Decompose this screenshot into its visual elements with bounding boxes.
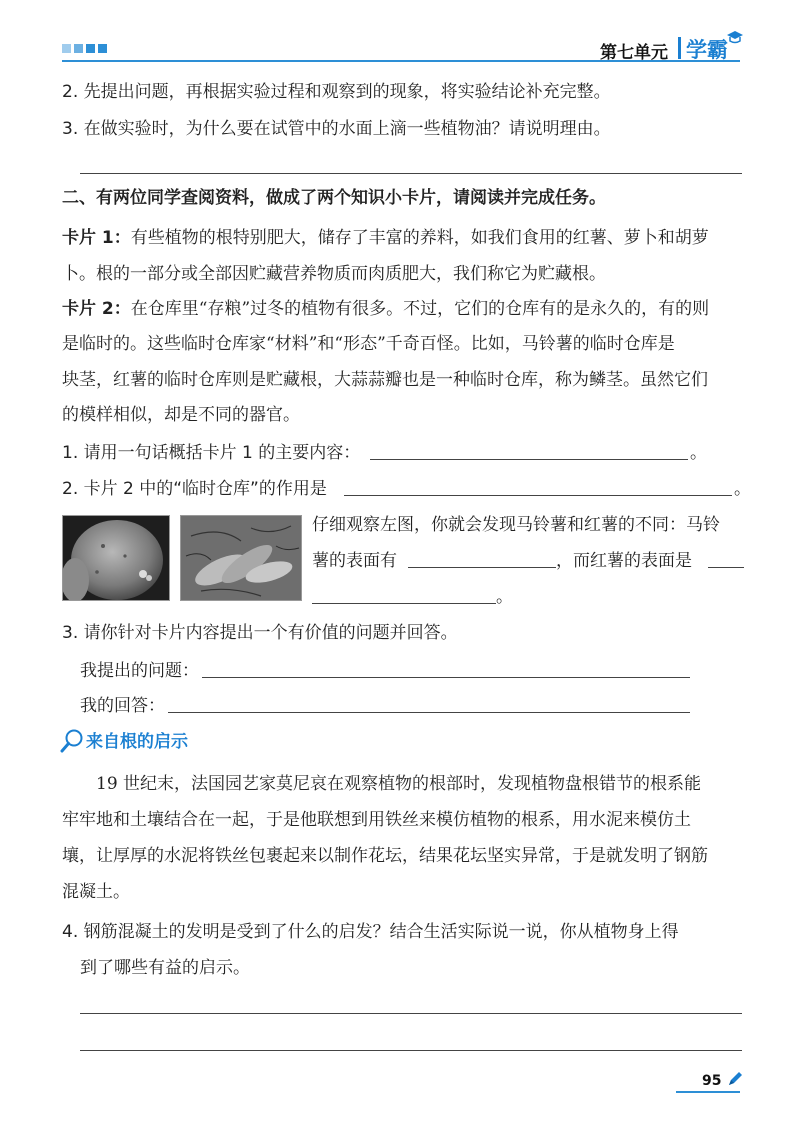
inspiration-line-3: 壤，让厚厚的水泥将铁丝包裹起来以制作花坛，结果花坛坚实异常，于是就发明了钢筋 (62, 846, 708, 866)
card-1-line-1 (62, 226, 709, 250)
magnifier-icon (60, 728, 84, 754)
answer-line-sweet-potato-b[interactable] (312, 603, 496, 604)
question-2-end: 。 (734, 479, 751, 499)
question-4-line-2: 到了哪些有益的启示。 (80, 958, 250, 978)
card-1-label: 卡片 1： (62, 228, 131, 248)
page-number: 95 (702, 1073, 722, 1089)
graduation-cap-icon (726, 30, 744, 44)
answer-line-my-answer[interactable] (168, 712, 690, 713)
answer-line-my-question[interactable] (202, 677, 690, 678)
answer-line-q4-2[interactable] (80, 1050, 742, 1051)
card-2-line-4: 的模样相似，却是不同的器官。 (62, 405, 300, 425)
my-answer-label: 我的回答： (80, 696, 165, 716)
section-2-title: 二、有两位同学查阅资料，做成了两个知识小卡片，请阅读并完成任务。 (62, 188, 606, 208)
question-2: 2. 卡片 2 中的“临时仓库”的作用是 (62, 479, 327, 499)
answer-line-q2[interactable] (344, 495, 732, 496)
inspiration-line-1: 19 世纪末，法国园艺家莫尼哀在观察植物的根部时，发现植物盘根错节的根系能 (96, 774, 702, 794)
card-2-label: 卡片 2： (62, 299, 131, 319)
unit-label: 第七单元 (600, 43, 668, 63)
question-3: 3. 请你针对卡片内容提出一个有价值的问题并回答。 (62, 623, 458, 643)
card-1-text-1: 有些植物的根特别肥大，储存了丰富的养料，如我们食用的红薯、萝卜和胡萝 (130, 228, 709, 248)
observe-line-1: 仔细观察左图，你就会发现马铃薯和红薯的不同：马铃 (312, 515, 720, 535)
answer-line-sweet-potato-a[interactable] (708, 567, 744, 568)
inspiration-line-2: 牢牢地和土壤结合在一起，于是他联想到用铁丝来模仿植物的根系，用水泥来模仿土 (62, 810, 691, 830)
header-square-4 (98, 44, 107, 53)
question-4-line-1: 4. 钢筋混凝土的发明是受到了什么的启发？结合生活实际说一说，你从植物身上得 (62, 922, 679, 942)
question-1: 1. 请用一句话概括卡片 1 的主要内容： (62, 443, 361, 463)
card-2-line-3: 块茎，红薯的临时仓库则是贮藏根，大蒜蒜瓣也是一种临时仓库，称为鳞茎。虽然它们 (62, 370, 708, 390)
answer-line-q3[interactable] (80, 173, 742, 174)
question-2-top: 2. 先提出问题，再根据实验过程和观察到的现象，将实验结论补充完整。 (62, 82, 611, 102)
inspiration-title: 来自根的启示 (86, 732, 188, 752)
answer-line-q4-1[interactable] (80, 1013, 742, 1014)
brand-divider (678, 37, 681, 59)
header-square-1 (62, 44, 71, 53)
header-square-2 (74, 44, 83, 53)
card-2-line-1 (62, 297, 709, 321)
footer-rule (676, 1091, 740, 1093)
pencil-icon (726, 1070, 744, 1088)
my-question-label: 我提出的问题： (80, 661, 199, 681)
observe-end: 。 (496, 587, 513, 607)
answer-line-q1[interactable] (370, 459, 688, 460)
card-2-text-1: 在仓库里“存粮”过冬的植物有很多。不过，它们的仓库有的是永久的，有的则 (130, 299, 710, 319)
card-1-line-2: 卜。根的一部分或全部因贮藏营养物质而肉质肥大，我们称它为贮藏根。 (62, 264, 606, 284)
observe-line-2a: 薯的表面有 (312, 551, 397, 571)
card-2-line-2: 是临时的。这些临时仓库家“材料”和“形态”千奇百怪。比如，马铃薯的临时仓库是 (62, 334, 675, 354)
inspiration-line-4: 混凝土。 (62, 882, 130, 902)
question-3-top: 3. 在做实验时，为什么要在试管中的水面上滴一些植物油？请说明理由。 (62, 119, 611, 139)
answer-line-potato[interactable] (408, 567, 556, 568)
question-1-end: 。 (690, 443, 707, 463)
header-rule (62, 60, 740, 62)
potato-photo (62, 515, 170, 601)
header-square-3 (86, 44, 95, 53)
observe-line-2b: ，而红薯的表面是 (556, 551, 692, 571)
brand-logo: 学霸 (686, 38, 728, 62)
sweet-potato-photo (180, 515, 302, 601)
